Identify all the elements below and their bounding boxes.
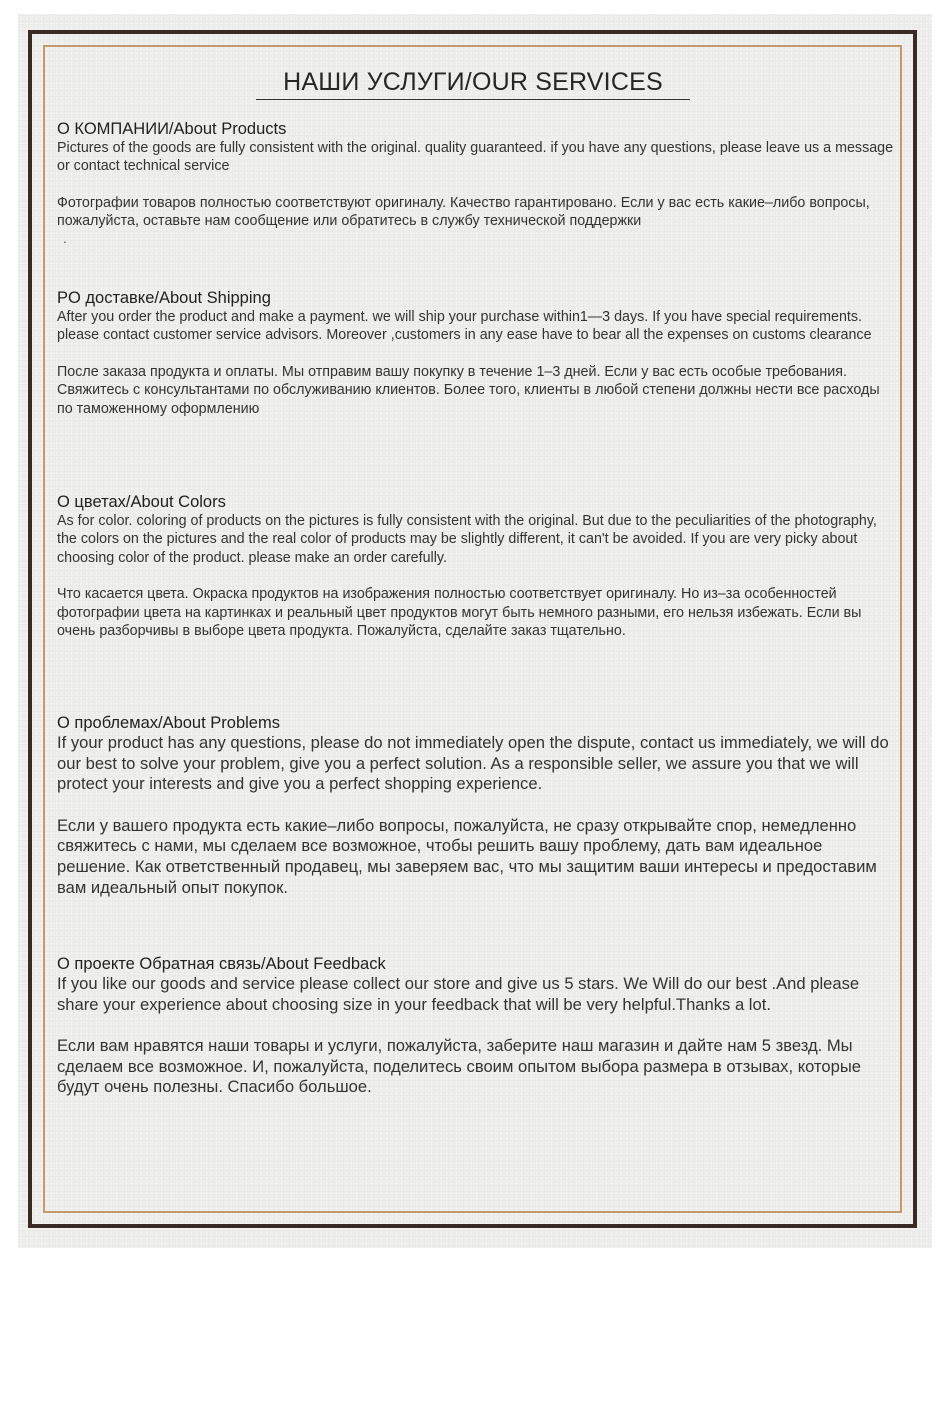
section-heading: О проблемах/About Problems	[57, 714, 280, 732]
section-about-feedback	[57, 955, 897, 1098]
section-text-en: If your product has any questions, please do not immediately open the dispute, contact us immediately, we will do our best to solve your problem, give you a perfect solution. As a responsible seller, we assure you that we will protect your interests and give you a perfect shopping experience.	[57, 733, 889, 794]
section-about-colors	[57, 493, 897, 640]
page-title: НАШИ УСЛУГИ/OUR SERVICES	[256, 68, 690, 100]
content	[57, 68, 897, 1097]
section-text-ru: После заказа продукта и оплаты. Мы отправим вашу покупку в течение 1–3 дней. Если у вас есть особые требования. Свяжитесь с консультантами по обслуживанию клиентов. Более того, клиенты в любой степени должны нести все расходы по таможенному оформлению	[57, 363, 880, 417]
section-text-en: As for color. coloring of products on the pictures is fully consistent with the original. But due to the peculiarities of the photography, the colors on the pictures and the real color of products may be slightly different, it can't be avoided. If you are very picky about choosing color of the product. please make an order carefully.	[57, 513, 877, 566]
section-heading: О КОМПАНИИ/About Products	[57, 120, 287, 138]
section-text-en: If you like our goods and service please collect our store and give us 5 stars. We Will do our best .And please share your experience about choosing size in your feedback that will be very helpful.Thanks a lot.	[57, 974, 860, 1014]
section-text-ru: Фотографии товаров полностью соответствуют оригиналу. Качество гарантировано. Если у вас есть какие–либо вопросы, пожалуйста, оставьте нам сообщение или обратитесь в службу технической поддержки	[57, 194, 870, 230]
services-sheet	[18, 14, 932, 1248]
section-heading: О цветах/About Colors	[57, 493, 226, 511]
trailing-dot: .	[63, 229, 67, 246]
section-text-ru: Если у вашего продукта есть какие–либо вопросы, пожалуйста, не сразу открывайте спор, немедленно свяжитесь с нами, мы сделаем все возможное, чтобы решить вашу проблему, дать вам идеальное решение. Как ответственный продавец, мы заверяем вас, что мы защитим ваши интересы и предоставим вам идеальный опыт покупок.	[57, 815, 877, 897]
section-about-shipping	[57, 289, 897, 418]
section-heading: PO доставке/About Shipping	[57, 289, 271, 307]
section-heading: О проекте Обратная связь/About Feedback	[57, 955, 386, 973]
section-about-products	[57, 120, 897, 245]
section-text-ru: Что касается цвета. Окраска продуктов на изображения полностью соответствует оригиналу. Но из–за особенностей фотографии цвета на картинках и реальный цвет продуктов могут быть немного разными, его нельзя избежать. Если вы очень разборчивы в выборе цвета продукта. Пожалуйста, сделайте заказ тщательно.	[57, 586, 862, 640]
section-text-en: Pictures of the goods are fully consistent with the original. quality guaranteed. if you have any questions, please leave us a message or contact technical service	[57, 140, 894, 175]
section-text-en: After you order the product and make a payment. we will ship your purchase within1—3 days. If you have special requirements. please contact customer service advisors. Moreover ,customers in any ease have to bear all the expenses on customs clearance	[57, 309, 872, 344]
section-text-ru: Если вам нравятся наши товары и услуги, пожалуйста, заберите наш магазин и дайте нам 5 звезд. Мы сделаем все возможное. И, пожалуйста, поделитесь своим опытом выбора размера в отзывах, которые будут очень полезны. Спасибо большое.	[57, 1036, 862, 1097]
section-about-problems	[57, 714, 897, 898]
